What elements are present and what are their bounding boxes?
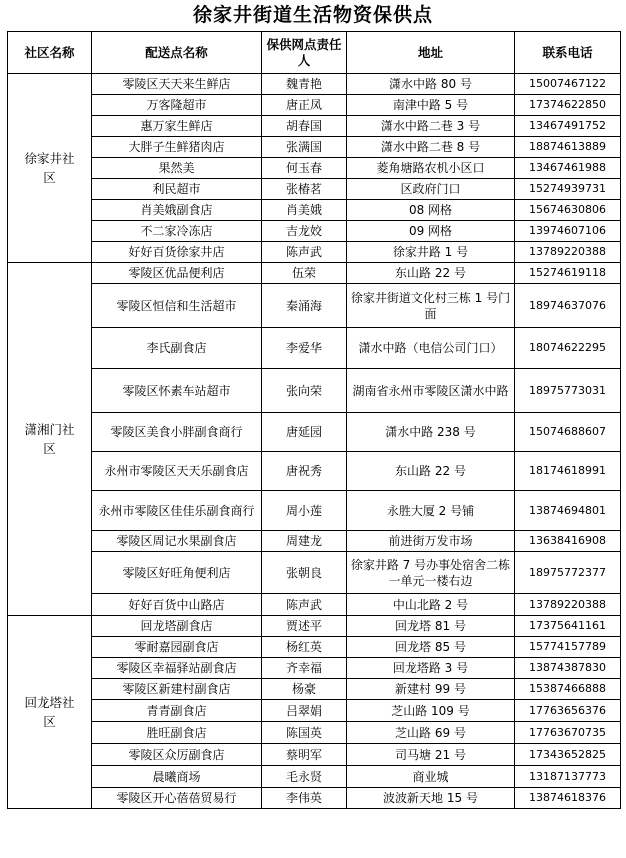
- table-row: [8, 616, 621, 637]
- address-cell: 徐家井路 1 号: [347, 242, 515, 263]
- phone-cell: 17343652825: [515, 744, 621, 766]
- table-row: [8, 158, 621, 179]
- store-name-cell: 零陵区天天来生鲜店: [92, 74, 262, 95]
- header-store: 配送点名称: [92, 32, 262, 74]
- store-name-cell: 肖美娥副食店: [92, 200, 262, 221]
- address-cell: 东山路 22 号: [347, 452, 515, 491]
- store-name-cell: 万客隆超市: [92, 95, 262, 116]
- address-cell: 潇水中路 80 号: [347, 74, 515, 95]
- table-row: [8, 74, 621, 95]
- header-address: 地址: [347, 32, 515, 74]
- person-name-cell: 杨豪: [262, 679, 347, 700]
- header-community: 社区名称: [8, 32, 92, 74]
- address-cell: 新建村 99 号: [347, 679, 515, 700]
- phone-cell: 18974637076: [515, 284, 621, 328]
- store-name-cell: 零陵区恒信和生活超市: [92, 284, 262, 328]
- supply-points-table: [7, 31, 621, 809]
- store-name-cell: 零陵区幸福驿站副食店: [92, 658, 262, 679]
- person-name-cell: 陈声武: [262, 242, 347, 263]
- header-phone: 联系电话: [515, 32, 621, 74]
- table-row: [8, 594, 621, 616]
- store-name-cell: 零陵区周记水果副食店: [92, 531, 262, 552]
- address-cell: 南津中路 5 号: [347, 95, 515, 116]
- phone-cell: 15674630806: [515, 200, 621, 221]
- address-cell: 潇水中路 238 号: [347, 413, 515, 452]
- person-name-cell: 唐祝秀: [262, 452, 347, 491]
- store-name-cell: 大胖子生鲜猪肉店: [92, 137, 262, 158]
- phone-cell: 15387466888: [515, 679, 621, 700]
- address-cell: 芝山路 109 号: [347, 700, 515, 722]
- person-name-cell: 唐延园: [262, 413, 347, 452]
- person-name-cell: 杨红英: [262, 637, 347, 658]
- store-name-cell: 不二家冷冻店: [92, 221, 262, 242]
- phone-cell: 18074622295: [515, 328, 621, 369]
- store-name-cell: 胜旺副食店: [92, 722, 262, 744]
- person-name-cell: 何玉春: [262, 158, 347, 179]
- phone-cell: 13789220388: [515, 242, 621, 263]
- phone-cell: 15274939731: [515, 179, 621, 200]
- address-cell: 菱角塘路农机小区口: [347, 158, 515, 179]
- table-row: [8, 679, 621, 700]
- table-row: [8, 491, 621, 531]
- address-cell: 区政府门口: [347, 179, 515, 200]
- table-row: [8, 284, 621, 328]
- phone-cell: 18174618991: [515, 452, 621, 491]
- phone-cell: 15007467122: [515, 74, 621, 95]
- address-cell: 回龙塔 81 号: [347, 616, 515, 637]
- table-row: [8, 452, 621, 491]
- phone-cell: 15074688607: [515, 413, 621, 452]
- table-row: [8, 95, 621, 116]
- person-name-cell: 毛永贤: [262, 766, 347, 788]
- store-name-cell: 利民超市: [92, 179, 262, 200]
- table-body: [8, 74, 621, 809]
- store-name-cell: 晨曦商场: [92, 766, 262, 788]
- person-name-cell: 张朝良: [262, 552, 347, 594]
- phone-cell: 13467491752: [515, 116, 621, 137]
- person-name-cell: 伍荣: [262, 263, 347, 284]
- person-name-cell: 贾述平: [262, 616, 347, 637]
- store-name-cell: 零陵区众厉副食店: [92, 744, 262, 766]
- store-name-cell: 惠万家生鲜店: [92, 116, 262, 137]
- table-row: [8, 221, 621, 242]
- store-name-cell: 李氏副食店: [92, 328, 262, 369]
- address-cell: 回龙塔路 3 号: [347, 658, 515, 679]
- phone-cell: 13874618376: [515, 788, 621, 809]
- person-name-cell: 李伟英: [262, 788, 347, 809]
- address-cell: 商业城: [347, 766, 515, 788]
- page-title: 徐家井街道生活物资保供点: [192, 4, 433, 26]
- table-row: [8, 658, 621, 679]
- person-name-cell: 李爱华: [262, 328, 347, 369]
- community-name: 徐家井社区: [8, 74, 92, 263]
- phone-cell: 13974607106: [515, 221, 621, 242]
- address-cell: 潇水中路二巷 3 号: [347, 116, 515, 137]
- person-name-cell: 周建龙: [262, 531, 347, 552]
- table-row: [8, 700, 621, 722]
- person-name-cell: 周小莲: [262, 491, 347, 531]
- table-row: [8, 116, 621, 137]
- table-row: [8, 552, 621, 594]
- store-name-cell: 零陵区开心蓓蓓贸易行: [92, 788, 262, 809]
- address-cell: 湖南省永州市零陵区潇水中路: [347, 369, 515, 413]
- phone-cell: 13874387830: [515, 658, 621, 679]
- person-name-cell: 吕翠娟: [262, 700, 347, 722]
- phone-cell: 17763656376: [515, 700, 621, 722]
- address-cell: 潇水中路（电信公司门口）: [347, 328, 515, 369]
- phone-cell: 13638416908: [515, 531, 621, 552]
- phone-cell: 13187137773: [515, 766, 621, 788]
- store-name-cell: 果然美: [92, 158, 262, 179]
- table-row: [8, 531, 621, 552]
- address-cell: 前进街万发市场: [347, 531, 515, 552]
- table-row: [8, 744, 621, 766]
- store-name-cell: 永州市零陵区天天乐副食店: [92, 452, 262, 491]
- address-cell: 徐家井路 7 号办事处宿舍二栋一单元一楼右边: [347, 552, 515, 594]
- phone-cell: 17375641161: [515, 616, 621, 637]
- person-name-cell: 蔡明军: [262, 744, 347, 766]
- table-row: [8, 788, 621, 809]
- person-name-cell: 张满国: [262, 137, 347, 158]
- table-row: [8, 328, 621, 369]
- phone-cell: 13874694801: [515, 491, 621, 531]
- store-name-cell: 零耐嘉园副食店: [92, 637, 262, 658]
- person-name-cell: 陈国英: [262, 722, 347, 744]
- address-cell: 永胜大厦 2 号铺: [347, 491, 515, 531]
- store-name-cell: 零陵区优品便利店: [92, 263, 262, 284]
- table-row: [8, 369, 621, 413]
- header-person: 保供网点责任人: [262, 32, 347, 74]
- phone-cell: 15274619118: [515, 263, 621, 284]
- table-row: [8, 263, 621, 284]
- store-name-cell: 零陵区好旺角便利店: [92, 552, 262, 594]
- table-row: [8, 242, 621, 263]
- address-cell: 司马塘 21 号: [347, 744, 515, 766]
- community-name: 回龙塔社区: [8, 616, 92, 809]
- phone-cell: 18874613889: [515, 137, 621, 158]
- address-cell: 09 网格: [347, 221, 515, 242]
- table-row: [8, 766, 621, 788]
- phone-cell: 13467461988: [515, 158, 621, 179]
- person-name-cell: 胡春国: [262, 116, 347, 137]
- person-name-cell: 齐幸福: [262, 658, 347, 679]
- person-name-cell: 吉龙姣: [262, 221, 347, 242]
- person-name-cell: 张向荣: [262, 369, 347, 413]
- person-name-cell: 秦涌海: [262, 284, 347, 328]
- store-name-cell: 永州市零陵区佳佳乐副食商行: [92, 491, 262, 531]
- person-name-cell: 魏青艳: [262, 74, 347, 95]
- address-cell: 回龙塔 85 号: [347, 637, 515, 658]
- store-name-cell: 零陵区美食小胖副食商行: [92, 413, 262, 452]
- address-cell: 潇水中路二巷 8 号: [347, 137, 515, 158]
- address-cell: 东山路 22 号: [347, 263, 515, 284]
- store-name-cell: 青青副食店: [92, 700, 262, 722]
- address-cell: 08 网格: [347, 200, 515, 221]
- address-cell: 徐家井街道文化村三栋 1 号门面: [347, 284, 515, 328]
- person-name-cell: 肖美娥: [262, 200, 347, 221]
- address-cell: 波波新天地 15 号: [347, 788, 515, 809]
- table-row: [8, 722, 621, 744]
- phone-cell: 18975773031: [515, 369, 621, 413]
- person-name-cell: 张椿茗: [262, 179, 347, 200]
- phone-cell: 17374622850: [515, 95, 621, 116]
- phone-cell: 18975772377: [515, 552, 621, 594]
- table-row: [8, 413, 621, 452]
- address-cell: 中山北路 2 号: [347, 594, 515, 616]
- store-name-cell: 好好百货中山路店: [92, 594, 262, 616]
- table-row: [8, 179, 621, 200]
- community-name: 潇湘门社区: [8, 263, 92, 616]
- phone-cell: 17763670735: [515, 722, 621, 744]
- phone-cell: 13789220388: [515, 594, 621, 616]
- store-name-cell: 零陵区怀素车站超市: [92, 369, 262, 413]
- table-row: [8, 200, 621, 221]
- table-row: [8, 637, 621, 658]
- phone-cell: 15774157789: [515, 637, 621, 658]
- store-name-cell: 零陵区新建村副食店: [92, 679, 262, 700]
- person-name-cell: 唐正凤: [262, 95, 347, 116]
- person-name-cell: 陈声武: [262, 594, 347, 616]
- address-cell: 芝山路 69 号: [347, 722, 515, 744]
- header-row: [8, 32, 621, 74]
- store-name-cell: 回龙塔副食店: [92, 616, 262, 637]
- store-name-cell: 好好百货徐家井店: [92, 242, 262, 263]
- table-row: [8, 137, 621, 158]
